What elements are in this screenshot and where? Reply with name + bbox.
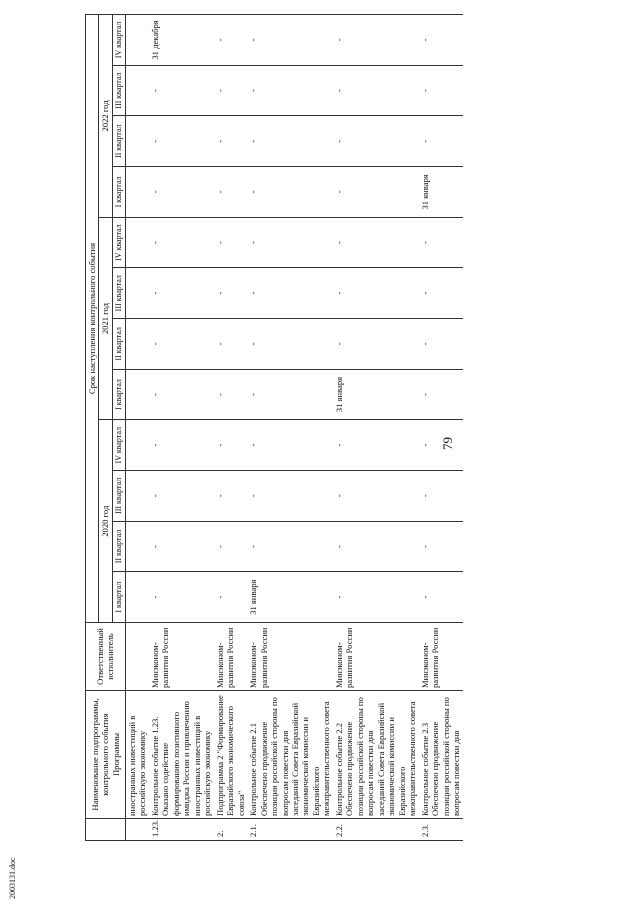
quarter-header: I квартал xyxy=(112,167,125,218)
quarter-deadline: - xyxy=(419,572,463,623)
document-code: 2003131.doc xyxy=(8,857,17,899)
quarter-deadline: - xyxy=(214,116,247,167)
event-name: Контрольное событие 1.23. Оказано содействие формированию позитивного имиджа России и привлечению иностранных инвестиций в российскую экономику xyxy=(149,691,214,819)
event-name: Контрольное событие 2.1 Обеспечено продвижение позиции российской стороны по вопросам повестки дня заседаний Совета Евразийской экономической комиссии и Евразийского межправительственного совета xyxy=(247,691,333,819)
quarter-deadline xyxy=(125,167,148,218)
quarter-deadline: - xyxy=(214,167,247,218)
quarter-deadline: - xyxy=(419,319,463,370)
quarter-header: II квартал xyxy=(112,116,125,167)
quarter-deadline: - xyxy=(419,471,463,522)
quarter-deadline: - xyxy=(149,369,214,420)
quarter-deadline: - xyxy=(333,319,419,370)
quarter-deadline xyxy=(125,471,148,522)
quarter-deadline: - xyxy=(149,217,214,268)
quarter-deadline: - xyxy=(149,116,214,167)
quarter-deadline: - xyxy=(333,420,419,471)
table-row xyxy=(125,15,148,841)
quarter-deadline: - xyxy=(214,471,247,522)
row-number xyxy=(125,819,148,841)
quarter-deadline: - xyxy=(333,65,419,116)
control-events-table xyxy=(85,14,463,841)
table-body xyxy=(125,15,463,841)
table-row xyxy=(333,15,419,841)
quarter-header: III квартал xyxy=(112,471,125,522)
quarter-deadline: - xyxy=(214,65,247,116)
quarter-deadline: - xyxy=(333,116,419,167)
row-number: 2.2. xyxy=(333,819,419,841)
responsible-executor: Минэконом-развития России xyxy=(247,623,333,691)
quarter-deadline: - xyxy=(333,268,419,319)
responsible-executor: Минэконом-развития России xyxy=(214,623,247,691)
table-row xyxy=(214,15,247,841)
quarter-deadline: - xyxy=(247,369,333,420)
quarter-deadline: - xyxy=(214,572,247,623)
quarter-deadline: - xyxy=(247,521,333,572)
quarter-deadline: - xyxy=(419,65,463,116)
quarter-deadline: - xyxy=(247,420,333,471)
event-name: Контрольное событие 2.3 Обеспечено продвижение позиции российской стороны по вопросам повестки дня xyxy=(419,691,463,819)
page-number: 79 xyxy=(440,437,455,450)
quarter-deadline xyxy=(125,319,148,370)
quarter-deadline: - xyxy=(247,167,333,218)
quarter-deadline: - xyxy=(149,319,214,370)
quarter-deadline: - xyxy=(214,268,247,319)
table-row xyxy=(247,15,333,841)
quarter-deadline: 31 декабря xyxy=(149,15,214,66)
quarter-deadline: 31 января xyxy=(247,572,333,623)
header-year: 2021 год xyxy=(99,217,112,420)
quarter-header: IV квартал xyxy=(112,15,125,66)
quarter-header: III квартал xyxy=(112,65,125,116)
quarter-deadline: - xyxy=(247,268,333,319)
quarter-deadline xyxy=(125,268,148,319)
quarter-deadline: - xyxy=(149,521,214,572)
event-name: иностранных инвестиций в российскую экономику xyxy=(125,691,148,819)
quarter-header: IV квартал xyxy=(112,420,125,471)
quarter-header: I квартал xyxy=(112,572,125,623)
quarter-deadline: - xyxy=(333,572,419,623)
quarter-deadline: - xyxy=(214,319,247,370)
quarter-deadline xyxy=(125,521,148,572)
quarter-deadline: - xyxy=(333,471,419,522)
quarter-deadline xyxy=(125,15,148,66)
quarter-deadline: - xyxy=(247,471,333,522)
row-number: 2.1. xyxy=(247,819,333,841)
row-number: 2. xyxy=(214,819,247,841)
quarter-deadline: - xyxy=(419,268,463,319)
quarter-deadline: - xyxy=(419,521,463,572)
quarter-deadline: - xyxy=(419,369,463,420)
event-name: Контрольное событие 2.2 Обеспечено продвижение позиции российской стороны по вопросам повестки дня заседаний Совета Евразийской экономической комиссии и Евразийского межправительственного совета xyxy=(333,691,419,819)
responsible-executor: Минэконом-развития России xyxy=(149,623,214,691)
header-year: 2022 год xyxy=(99,15,112,218)
quarter-deadline xyxy=(125,572,148,623)
header-number xyxy=(86,819,126,841)
quarter-header: II квартал xyxy=(112,521,125,572)
quarter-deadline: 31 января xyxy=(333,369,419,420)
quarter-deadline xyxy=(125,369,148,420)
quarter-deadline: - xyxy=(214,217,247,268)
quarter-deadline: - xyxy=(149,471,214,522)
quarter-deadline xyxy=(125,420,148,471)
responsible-executor: Минэконом-развития России xyxy=(419,623,463,691)
quarter-header: IV квартал xyxy=(112,217,125,268)
quarter-header: III квартал xyxy=(112,268,125,319)
quarter-deadline: - xyxy=(247,116,333,167)
quarter-deadline: - xyxy=(247,15,333,66)
header-responsible: Ответственный исполнитель xyxy=(86,623,126,691)
responsible-executor: Минэконом-развития России xyxy=(333,623,419,691)
quarter-header: I квартал xyxy=(112,369,125,420)
quarter-deadline: - xyxy=(419,420,463,471)
quarter-deadline: - xyxy=(214,420,247,471)
quarter-deadline: - xyxy=(419,217,463,268)
table-row xyxy=(419,15,463,841)
quarter-deadline: - xyxy=(247,217,333,268)
quarter-header: II квартал xyxy=(112,319,125,370)
quarter-deadline: - xyxy=(333,217,419,268)
quarter-deadline: - xyxy=(333,521,419,572)
quarter-deadline: - xyxy=(214,369,247,420)
table-row xyxy=(149,15,214,841)
quarter-deadline: - xyxy=(247,319,333,370)
quarter-deadline: - xyxy=(333,167,419,218)
quarter-deadline: - xyxy=(149,572,214,623)
quarter-deadline xyxy=(125,217,148,268)
quarter-deadline: - xyxy=(419,116,463,167)
row-number: 2.3. xyxy=(419,819,463,841)
quarter-deadline xyxy=(125,65,148,116)
quarter-deadline xyxy=(125,116,148,167)
header-name: Наименование подпрограммы, контрольного события Программы xyxy=(86,691,126,819)
quarter-deadline: - xyxy=(149,420,214,471)
row-number: 1.23. xyxy=(149,819,214,841)
event-name: Подпрограмма 2 "Формирование Евразийского экономического союза" xyxy=(214,691,247,819)
header-deadline: Срок наступления контрольного события xyxy=(86,15,99,623)
responsible-executor xyxy=(125,623,148,691)
quarter-deadline: 31 января xyxy=(419,167,463,218)
quarter-deadline: - xyxy=(214,521,247,572)
quarter-deadline: - xyxy=(149,65,214,116)
quarter-deadline: - xyxy=(214,15,247,66)
quarter-deadline: - xyxy=(149,268,214,319)
quarter-deadline: - xyxy=(333,15,419,66)
quarter-deadline: - xyxy=(149,167,214,218)
header-year: 2020 год xyxy=(99,420,112,623)
quarter-deadline: - xyxy=(247,65,333,116)
quarter-deadline: - xyxy=(419,15,463,66)
